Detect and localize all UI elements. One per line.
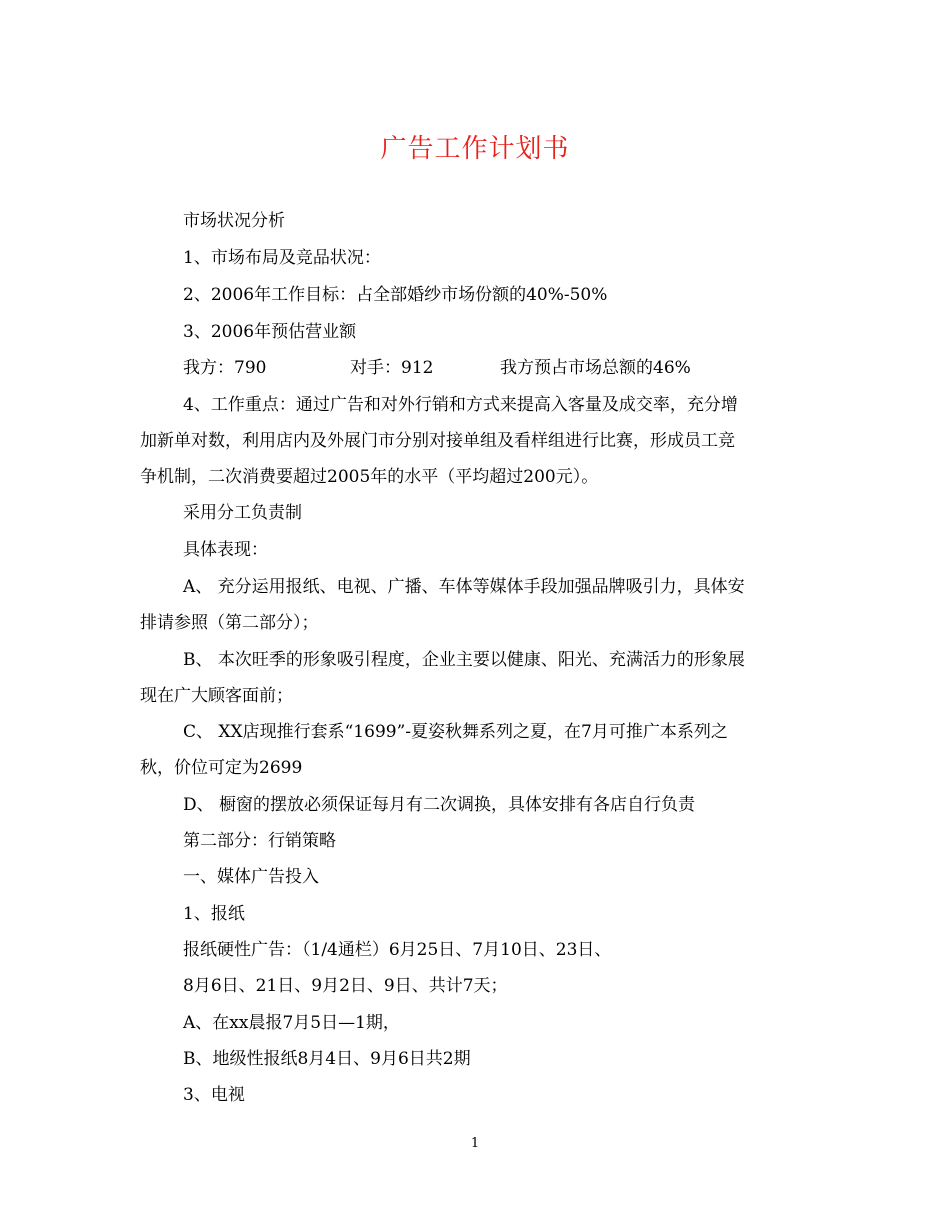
- paragraph-line: 3、2006年预估营业额: [183, 322, 357, 342]
- paragraph-line: A、在xx晨报7月5日—1期，: [183, 1013, 400, 1033]
- paragraph-line: 争机制，二次消费要超过2005年的水平（平均超过200元）。: [140, 467, 599, 487]
- list-item-a: A、 充分运用报纸、电视、广播、车体等媒体手段加强品牌吸引力，具体安: [183, 577, 745, 597]
- subsection-heading: 一、媒体广告投入: [183, 867, 319, 887]
- competitor-revenue: 对手：912: [350, 358, 434, 378]
- our-revenue: 我方：790: [183, 358, 267, 378]
- paragraph-line: 排请参照（第二部分）；: [140, 613, 319, 633]
- paragraph-line: 报纸硬性广告：（1/4通栏）6月25日、7月10日、23日、: [183, 940, 612, 960]
- page-number: 1: [470, 1136, 480, 1151]
- paragraph-line: 1、市场布局及竞品状况：: [183, 248, 381, 268]
- paragraph-line: 加新单对数，利用店内及外展门市分别对接单组及看样组进行比赛，形成员工竞: [140, 431, 735, 451]
- paragraph-line: 具体表现：: [183, 540, 268, 560]
- paragraph-line: 8月6日、21日、9月2日、9日、共计7天；: [183, 976, 508, 996]
- paragraph-line: 采用分工负责制: [183, 503, 302, 523]
- paragraph-line: 4、工作重点：通过广告和对外行销和方式来提高入客量及成交率，充分增: [183, 395, 738, 415]
- paragraph-line: 2、2006年工作目标：占全部婚纱市场份额的40%-50%: [183, 285, 608, 305]
- list-item-b: B、 本次旺季的形象吸引程度，企业主要以健康、阳光、充满活力的形象展: [183, 650, 745, 670]
- paragraph-line: 3、电视: [183, 1085, 245, 1105]
- paragraph-line: 1、报纸: [183, 904, 245, 924]
- list-item-c: C、 XX店现推行套系“1699”-夏姿秋舞系列之夏，在7月可推广本系列之: [183, 722, 728, 742]
- revenue-row: [183, 357, 691, 379]
- paragraph-line: B、地级性报纸8月4日、9月6日共2期: [183, 1049, 471, 1069]
- market-share: 我方预占市场总额的46%: [500, 358, 691, 378]
- paragraph-line: 市场状况分析: [183, 211, 285, 231]
- list-item-d: D、 橱窗的摆放必须保证每月有二次调换，具体安排有各店自行负责: [183, 795, 696, 815]
- section-heading: 第二部分：行销策略: [183, 831, 336, 851]
- paragraph-line: 秋，价位可定为2699: [140, 758, 303, 778]
- document-title: 广告工作计划书: [380, 134, 570, 164]
- paragraph-line: 现在广大顾客面前；: [140, 686, 293, 706]
